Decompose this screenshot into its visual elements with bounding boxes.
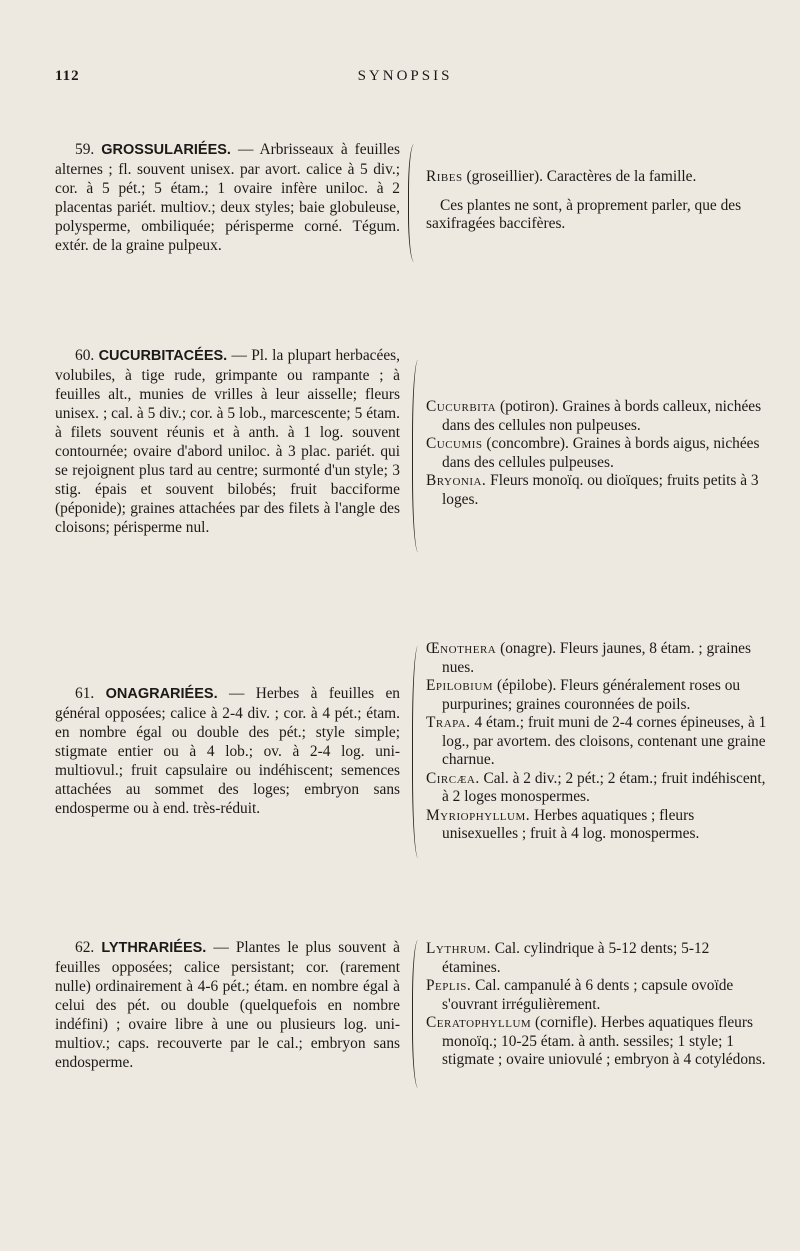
genus-text: Herbes aquatiques ; fleurs unisexuelles ; fruit à 4 log. monospermes.: [442, 806, 700, 842]
family-name: CUCURBITACÉES.: [98, 348, 228, 364]
genus-name: Lythrum.: [426, 940, 491, 957]
section-number: 61.: [75, 685, 95, 702]
genus-entry: [426, 714, 769, 770]
genus-name: Cucurbita: [426, 398, 497, 415]
running-title: SYNOPSIS: [357, 68, 453, 84]
genus-entry: [426, 640, 769, 677]
genus-entry: [426, 807, 769, 844]
genus-name: Cucumis: [426, 435, 483, 452]
family-text: — Arbrisseaux à feuilles alternes ; fl. souvent unisex. par avort. calice à 5 div.; cor. à 5 pét.; 5 étam.; 1 ovaire infère uniloc. à 2 placentas pariét. multiov.; deux styles; baie globuleuse, polysperme, ombiliquée; périsperme corné. Tégum. extér. de la graine pulpeux.: [55, 141, 400, 254]
family-name: LYTHRARIÉES.: [101, 940, 207, 956]
genus-entry: [426, 770, 769, 807]
family-name: GROSSULARIÉES.: [101, 142, 231, 158]
genus-text: (groseillier). Caractères de la famille.: [466, 168, 697, 185]
family-description-62: [55, 938, 400, 1072]
genus-name: Bryonia.: [426, 472, 487, 489]
genus-entry: [426, 940, 769, 977]
genera-list-62: [426, 940, 769, 1070]
genus-entry: [426, 977, 769, 1014]
genera-list-60: [426, 398, 769, 509]
genera-list-59: [426, 168, 769, 234]
genus-entry: [426, 472, 769, 509]
genus-name: Ceratophyllum: [426, 1014, 532, 1031]
family-description-59: [55, 140, 400, 255]
family-name: ONAGRARIÉES.: [105, 686, 218, 702]
family-text: — Pl. la plupart herbacées, volubiles, à tige rude, grimpante ou rampante ; à feuilles alt., munies de vrilles à leur aisselle; fleurs unisex. ; cal. à 5 div.; cor. à 5 lob., marcescente; 5 étam. à filets souvent réunis et à anth. à 1 log. souvent contournée; ovaire d'abord uniloc. à 3 plac. pariét. qui se rejoignent plus tard au centre; surmonté d'un style; 3 stig. épais et souvent bilobés; fruit bacciforme (péponide); graines attachées par des filets à l'angle des cloisons; périsperme nul.: [55, 347, 400, 536]
brace-icon: [412, 940, 427, 1088]
genera-list-61: [426, 640, 769, 844]
section-number: 62.: [75, 939, 95, 956]
genus-text: (potiron). Graines à bords calleux, nichées dans des cellules non pulpeuses.: [442, 398, 762, 434]
genus-name: Trapa.: [426, 714, 471, 731]
brace-icon: [412, 646, 427, 858]
section-number: 60.: [75, 347, 95, 364]
family-text: — Plantes le plus souvent à feuilles opposées; calice persistant; cor. (rarement nulle) ordinairement à 4-6 pét.; étam. en nombre égal à celui des pét. ou double (quelquefois en nombre indéfini) ; ovaire libre à une ou plusieurs log. uni-multiov.; caps. recouverte par le cal.; embryon sans endosperme.: [55, 939, 400, 1071]
genus-text: 4 étam.; fruit muni de 2-4 cornes épineuses, à 1 log., par avortem. des cloisons, contenant une graine charnue.: [442, 714, 767, 768]
family-note: Ces plantes ne sont, à proprement parler, que des saxifragées baccifères.: [426, 196, 742, 232]
family-description-61: [55, 684, 400, 818]
genus-text: Cal. cylindrique à 5-12 dents; 5-12 étamines.: [442, 940, 710, 976]
genus-text: (cornifle). Herbes aquatiques fleurs monoïq.; 10-25 étam. à anth. sessiles; 1 style; 1 stigmate ; ovaire uniovulé ; embryon à 4 cotylédons.: [442, 1014, 766, 1068]
genus-name: Peplis.: [426, 977, 472, 994]
page-number: 112: [55, 68, 80, 84]
genus-name: Myriophyllum.: [426, 806, 531, 824]
genus-entry: [426, 398, 769, 435]
genus-text: Fleurs monoïq. ou dioïques; fruits petits à 3 loges.: [442, 472, 759, 508]
brace-icon: [412, 360, 427, 552]
brace-icon: [408, 144, 423, 262]
genus-text: (onagre). Fleurs jaunes, 8 étam. ; graines nues.: [442, 640, 751, 676]
family-description-60: [55, 346, 400, 537]
genus-entry: [426, 1014, 769, 1070]
genus-name: Epilobium: [426, 677, 494, 694]
family-text: — Herbes à feuilles en général opposées; calice à 2-4 div. ; cor. à 4 pét.; étam. en nombre égal ou double des pét.; style simple; stigmate entier ou à 4 lob.; ov. à 2-4 log. uni-multiovul.; fruit capsulaire ou indéhiscent; semences attachées au sommet des loges; embryon sans endosperme ou à end. très-réduit.: [55, 685, 400, 817]
page-header: [55, 68, 755, 92]
genus-entry: [426, 168, 769, 187]
genus-text: (concombre). Graines à bords aigus, nichées dans des cellules pulpeuses.: [442, 435, 760, 471]
genus-text: Cal. campanulé à 6 dents ; capsule ovoïde s'ouvrant irrégulièrement.: [442, 977, 734, 1013]
section-number: 59.: [75, 141, 95, 158]
genus-name: Circæa.: [426, 769, 480, 787]
genus-text: (épilobe). Fleurs généralement roses ou purpurines; graines couronnées de poils.: [442, 677, 741, 713]
genus-name: Œnothera: [426, 640, 497, 657]
genus-text: Cal. à 2 div.; 2 pét.; 2 étam.; fruit indéhiscent, à 2 loges monospermes.: [442, 769, 766, 805]
genus-name: Ribes: [426, 168, 463, 185]
genus-entry: [426, 435, 769, 472]
genus-entry: [426, 677, 769, 714]
